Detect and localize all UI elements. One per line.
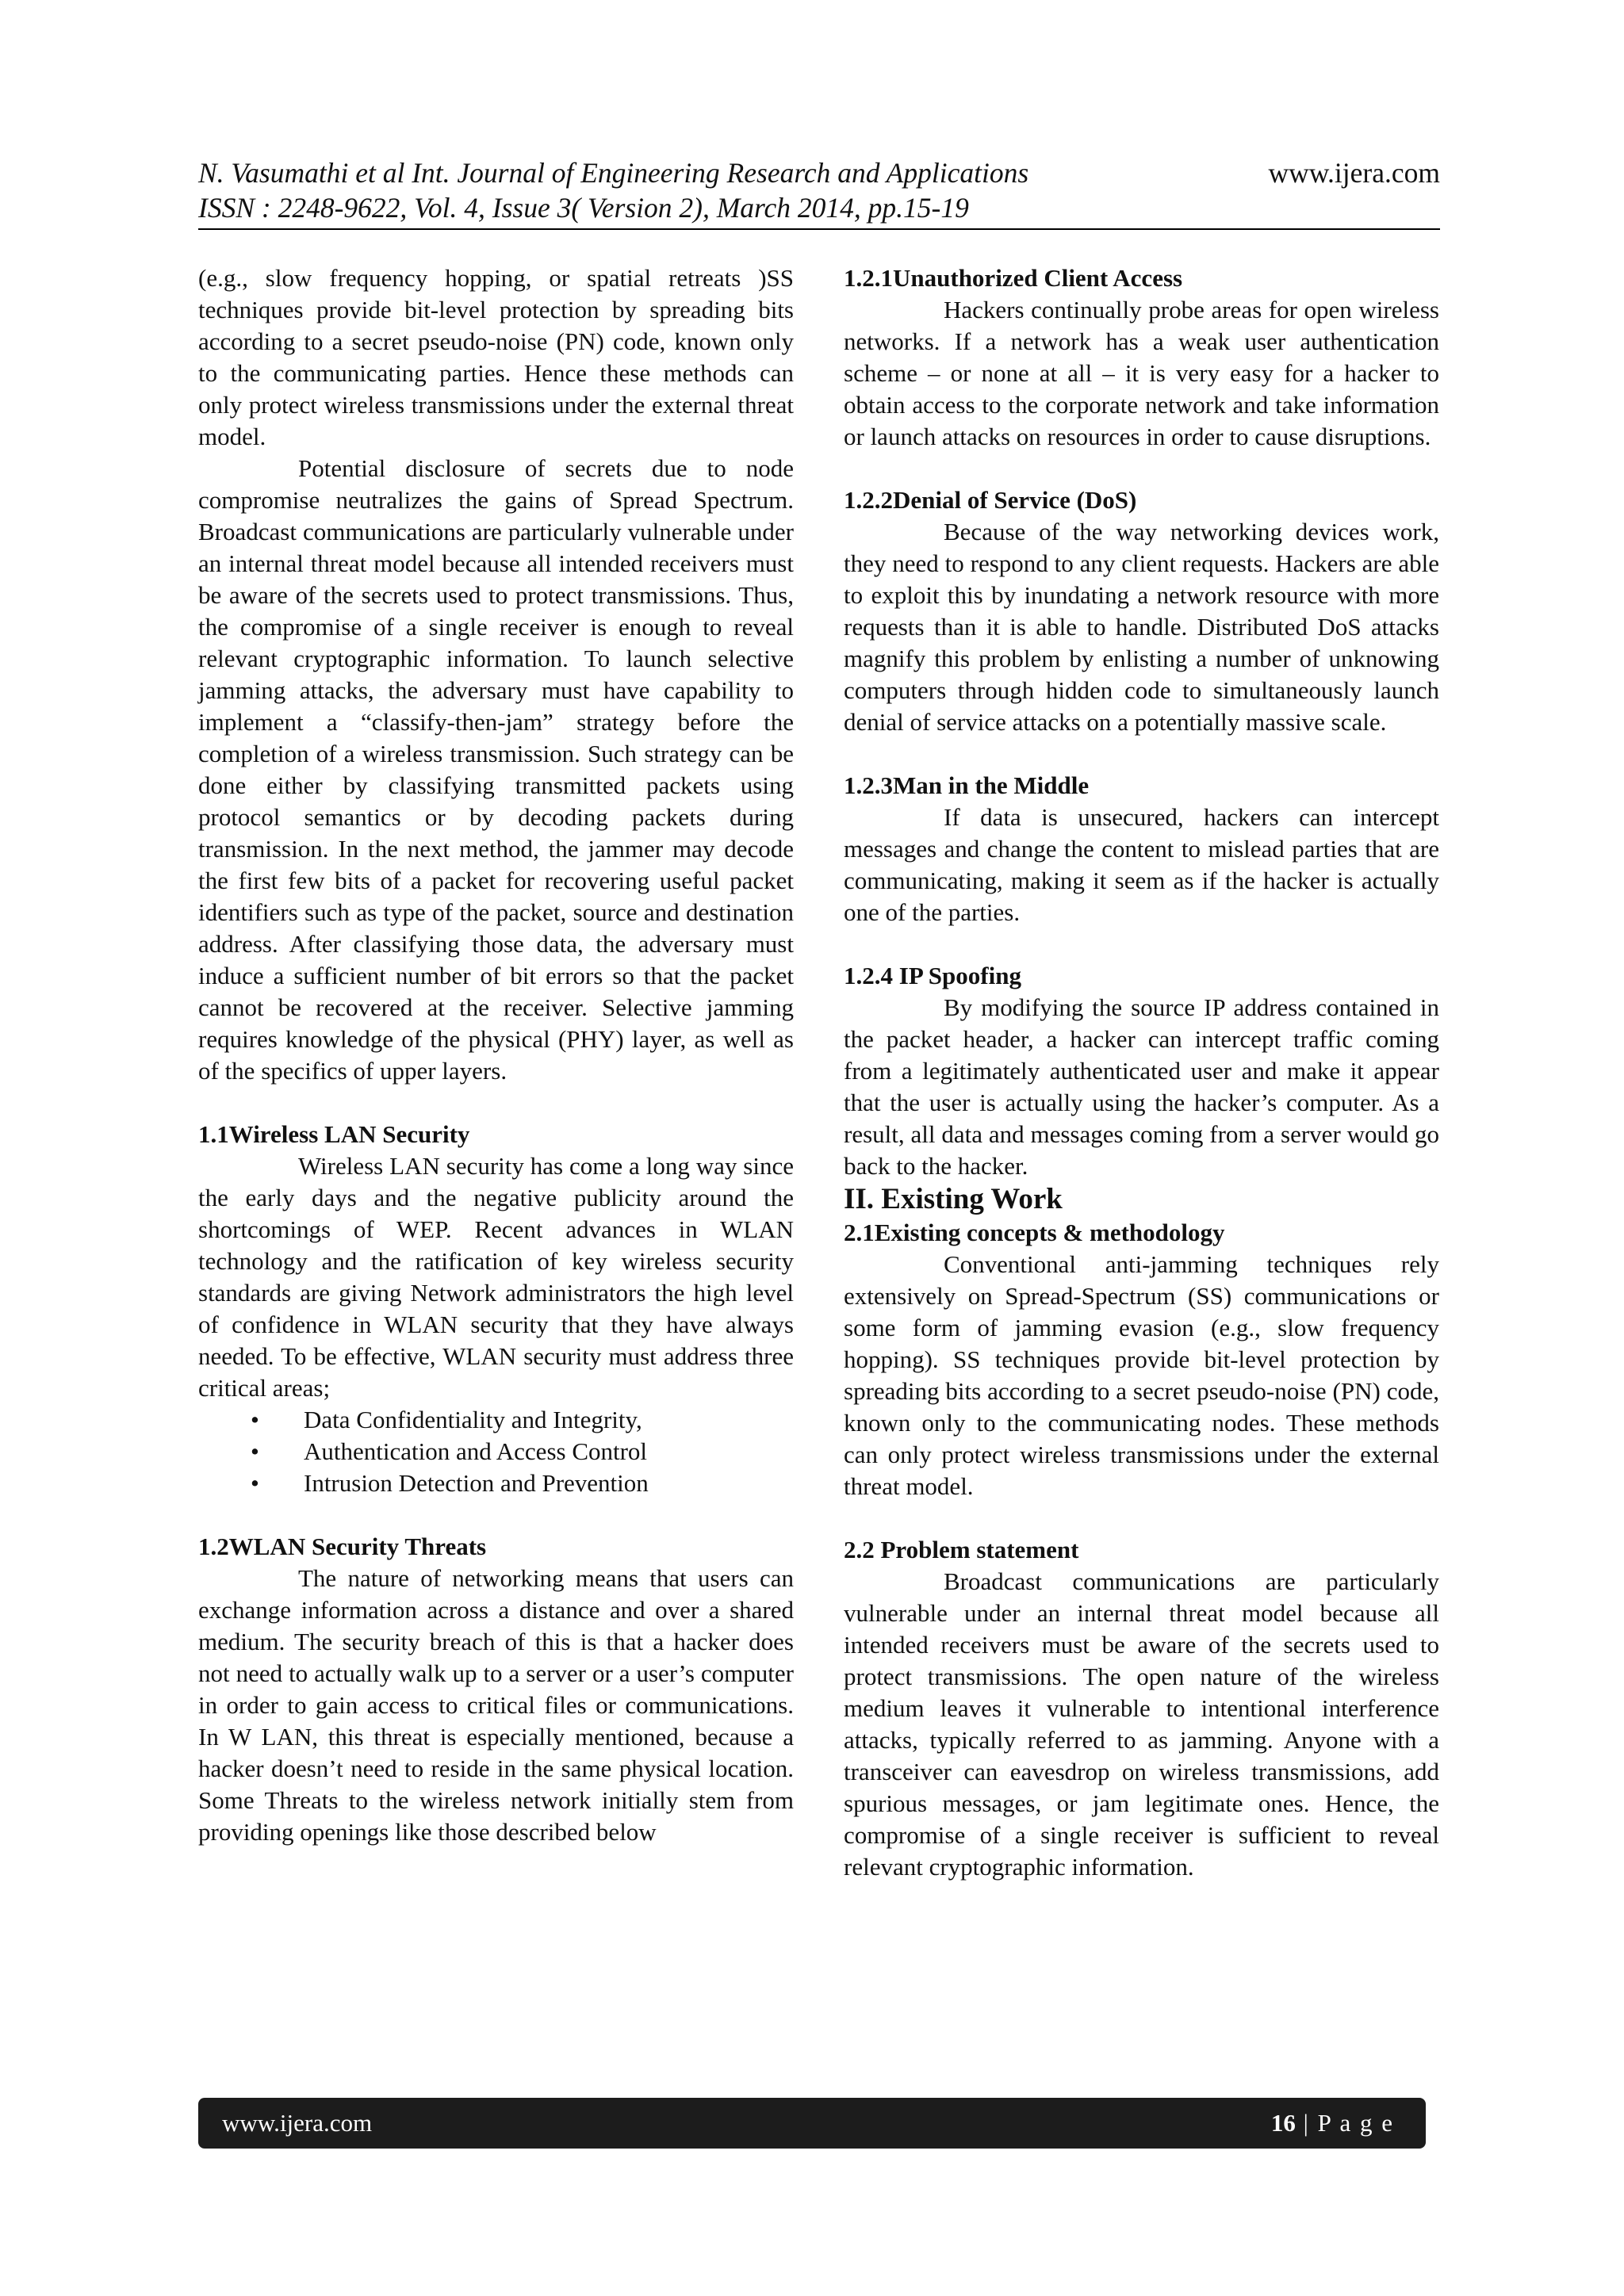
- left-column: [198, 262, 794, 1848]
- section-title-2-2: 2.2 Problem statement: [844, 1536, 1079, 1563]
- bullet-icon: •: [251, 1469, 259, 1497]
- journal-citation: N. Vasumathi et al Int. Journal of Engineering Research and Applications: [198, 157, 1029, 189]
- page-label: | P a g e: [1295, 2109, 1394, 2137]
- section-title-1-2: 1.2WLAN Security Threats: [198, 1533, 487, 1560]
- header-line-1: [198, 155, 1440, 190]
- section-body-1-2: The nature of networking means that users can exchange information across a distance and over a shared medium. The security breach of this is that a hacker does not need to actually walk up to a server or a user’s computer in order to gain access to critical files or communications. In W LAN, this threat is especially mentioned, because a hacker doesn’t need to reside in the same physical location. Some Threats to the wireless network initially stem from providing openings like those described below: [198, 1564, 794, 1846]
- section-title-1-2-2: 1.2.2Denial of Service (DoS): [844, 486, 1137, 514]
- list-item: • Data Confidentiality and Integrity,: [198, 1404, 794, 1436]
- list-item: • Authentication and Access Control: [198, 1436, 794, 1468]
- section-body-1-1: Wireless LAN security has come a long way since the early days and the negative publicity around the shortcomings of WEP. Recent advances in WLAN technology and the ratification of key wireless security standards are giving Network administrators the high level of confidence in WLAN security that they have always needed. To be effective, WLAN security must address three critical areas;: [198, 1152, 794, 1402]
- section-body-1-2-4: By modifying the source IP address contained in the packet header, a hacker can intercept traffic coming from a legitimately authenticated user and make it appear that the user is actually using the hacker’s computer. As a result, all data and messages coming from a server would go back to the hacker.: [844, 993, 1439, 1180]
- header-rule: [198, 228, 1440, 230]
- bullet-icon: •: [251, 1406, 259, 1433]
- section-body-1-2-2: Because of the way networking devices work, they need to respond to any client requests. Hackers are able to exploit this by inundating a network resource with more requests than it is able to handle. Distributed DoS attacks magnify this problem by enlisting a number of unknowing computers through hidden code to simultaneously launch denial of service attacks on a potentially massive scale.: [844, 518, 1439, 736]
- section-body-2-2: Broadcast communications are particularly vulnerable under an internal threat model because all intended receivers must be aware of the secrets used to protect transmissions. The open nature of the wireless medium leaves it vulnerable to intentional interference attacks, typically referred to as jamming. Anyone with a transceiver can eavesdrop on wireless transmissions, add spurious messages, or jam legitimate ones. Hence, the compromise of a single receiver is sufficient to reveal relevant cryptographic information.: [844, 1567, 1439, 1881]
- list-item: • Intrusion Detection and Prevention: [198, 1468, 794, 1499]
- section-body-1-2-3: If data is unsecured, hackers can intercept messages and change the content to mislead parties that are communicating, making it seem as if the hacker is actually one of the parties.: [844, 803, 1439, 926]
- critical-areas-list: [198, 1404, 794, 1499]
- right-column: [844, 262, 1439, 1883]
- heading-existing-work: II. Existing Work: [844, 1183, 1063, 1215]
- footer-url[interactable]: www.ijera.com: [222, 2109, 373, 2137]
- section-body-2-1: Conventional anti-jamming techniques rely extensively on Spread-Spectrum (SS) communications or some form of jamming evasion (e.g., slow frequency hopping). SS techniques provide bit-level protection by spreading bits according to a secret pseudo-noise (PN) code, known only to the communicating nodes. These methods can only protect wireless transmissions under the external threat model.: [844, 1250, 1439, 1500]
- page-number: 16: [1270, 2109, 1296, 2137]
- header-line-2: [198, 190, 1440, 225]
- issn-line: ISSN : 2248-9622, Vol. 4, Issue 3( Version 2), March 2014, pp.15-19: [198, 192, 969, 224]
- section-title-1-2-3: 1.2.3Man in the Middle: [844, 771, 1090, 799]
- bullet-icon: •: [251, 1437, 259, 1465]
- section-title-1-2-4: 1.2.4 IP Spoofing: [844, 962, 1021, 989]
- running-header: [198, 155, 1440, 225]
- section-title-2-1: 2.1Existing concepts & methodology: [844, 1219, 1225, 1246]
- page-footer: [198, 2098, 1426, 2149]
- section-body-1-2-1: Hackers continually probe areas for open wireless networks. If a network has a weak user authentication scheme – or none at all – it is very easy for a hacker to obtain access to the corporate network and take information or launch attacks on resources in order to cause disruptions.: [844, 296, 1439, 450]
- header-url[interactable]: www.ijera.com: [1268, 157, 1440, 189]
- paragraph-ss-techniques: (e.g., slow frequency hopping, or spatial retreats )SS techniques provide bit-level protection by spreading bits according to a secret pseudo-noise (PN) code, known only to the communicating parties. Hence these methods can only protect wireless transmissions under the external threat model.: [198, 264, 794, 450]
- page-indicator: [1271, 2109, 1394, 2137]
- section-title-1-1: 1.1Wireless LAN Security: [198, 1120, 470, 1148]
- section-title-1-2-1: 1.2.1Unauthorized Client Access: [844, 264, 1183, 292]
- paragraph-secret-disclosure: Potential disclosure of secrets due to node compromise neutralizes the gains of Spread Spectrum. Broadcast communications are particularly vulnerable under an internal threat model because all intended receivers must be aware of the secrets used to protect transmissions. Thus, the compromise of a single receiver is enough to reveal relevant cryptographic information. To launch selective jamming attacks, the adversary must have capability to implement a “classify-then-jam” strategy before the completion of a wireless transmission. Such strategy can be done either by classifying transmitted packets using protocol semantics or by decoding packets during transmission. In the next method, the jammer may decode the first few bits of a packet for recovering useful packet identifiers such as type of the packet, source and destination address. After classifying those data, the adversary must induce a sufficient number of bit errors so that the packet cannot be recovered at the receiver. Selective jamming requires knowledge of the physical (PHY) layer, as well as of the specifics of upper layers.: [198, 454, 794, 1085]
